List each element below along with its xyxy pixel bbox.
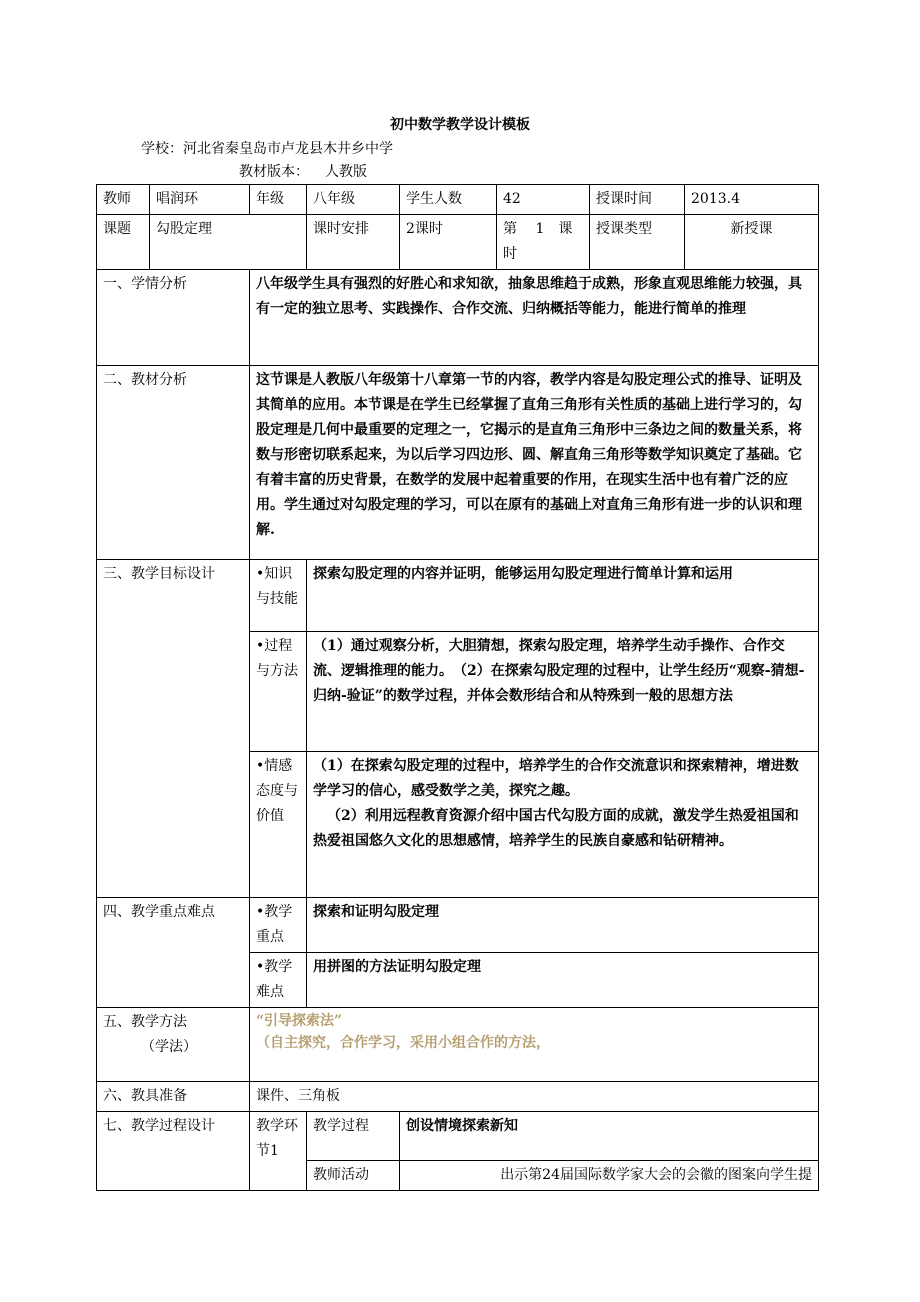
- objective-process-label: •过程与方法: [250, 632, 307, 752]
- step-label: 教学环节1: [250, 1112, 307, 1191]
- type-label: 授课类型: [590, 215, 685, 270]
- hours-label: 课时安排: [307, 215, 400, 270]
- topic-value: 勾股定理: [150, 215, 307, 270]
- section-2: [97, 366, 819, 560]
- objective-attitude-text-2: （2）利用远程教育资源介绍中国古代勾股方面的成就，激发学生热爱祖国和热爱祖国悠久文化的思想感情，培养学生的民族自豪感和钻研精神。: [313, 808, 799, 849]
- method-line-2: （自主探究，合作学习，采用小组合作的方法，: [256, 1035, 550, 1051]
- info-row-2: [97, 215, 819, 270]
- topic-label: 课题: [97, 215, 150, 270]
- edition-line: [239, 161, 367, 181]
- teacher-label: 教师: [97, 185, 150, 215]
- grade-value: 八年级: [307, 185, 400, 215]
- objective-knowledge-text: 探索勾股定理的内容并证明，能够运用勾股定理进行简单计算和运用: [307, 560, 819, 632]
- lesson-number: 第 1 课时: [497, 215, 590, 270]
- objective-knowledge-label: •知识与技能: [250, 560, 307, 632]
- students-label: 学生人数: [400, 185, 497, 215]
- time-label: 授课时间: [590, 185, 685, 215]
- section-6-text: 课件、三角板: [250, 1082, 819, 1112]
- section-7-row-1: [97, 1112, 819, 1161]
- students-value: 42: [497, 185, 590, 215]
- section-3-row-1: [97, 560, 819, 632]
- difficulty-label: •教学难点: [250, 953, 307, 1008]
- section-2-text: 这节课是人教版八年级第十八章第一节的内容，教学内容是勾股定理公式的推导、证明及其简单的应用。本节课是在学生已经掌握了直角三角形有关性质的基础上进行学习的，勾股定理是几何中最重要的定理之一，它揭示的是直角三角形中三条边之间的数量关系，将数与形密切联系起来，为以后学习四边形、圆、解直角三角形等数学知识奠定了基础。它有着丰富的历史背景，在数学的发展中起着重要的作用，在现实生活中也有着广泛的应用。学生通过对勾股定理的学习，可以在原有的基础上对直角三角形有进一步的认识和理解.: [250, 366, 819, 560]
- section-5: [97, 1008, 819, 1082]
- process-label: 教学过程: [307, 1112, 400, 1161]
- difficulty-text: 用拼图的方法证明勾股定理: [307, 953, 819, 1008]
- section-2-label: 二、教材分析: [97, 366, 250, 560]
- info-row-1: [97, 185, 819, 215]
- lesson-plan-table: [96, 184, 819, 1191]
- objective-process-text: （1）通过观察分析，大胆猜想，探索勾股定理，培养学生动手操作、合作交流、逻辑推理的能力。 （2）在探索勾股定理的过程中，让学生经历“观察-猜想-归纳-验证”的数学过程，并体会数形结合和从特殊到一般的思想方法: [307, 632, 819, 752]
- page-title: 初中数学教学设计模板: [390, 117, 530, 133]
- section-7-label: 七、教学过程设计: [97, 1112, 250, 1191]
- section-5-title: 五、教学方法: [103, 1014, 187, 1030]
- section-4-row-1: [97, 898, 819, 953]
- school-line: 学校：河北省秦皇岛市卢龙县木井乡中学: [141, 141, 393, 157]
- grade-label: 年级: [250, 185, 307, 215]
- section-5-sub: （学法）: [141, 1039, 197, 1055]
- type-value: 新授课: [685, 215, 819, 270]
- method-line-1: “引导探索法”: [256, 1013, 343, 1029]
- activity-value: 出示第24届国际数学家大会的会徽的图案向学生提: [400, 1161, 819, 1191]
- section-1-text: 八年级学生具有强烈的好胜心和求知欲，抽象思维趋于成熟，形象直观思维能力较强，具有一定的独立思考、实践操作、合作交流、归纳概括等能力，能进行简单的推理: [250, 270, 819, 366]
- section-4-label: 四、教学重点难点: [97, 898, 250, 1008]
- section-6: [97, 1082, 819, 1112]
- process-value: 创设情境探索新知: [400, 1112, 819, 1161]
- objective-attitude-text: [307, 752, 819, 898]
- section-1-label: 一、学情分析: [97, 270, 250, 366]
- section-3-label: 三、教学目标设计: [97, 560, 250, 898]
- section-5-label: [97, 1008, 250, 1082]
- edition-label: 教材版本：: [239, 164, 309, 180]
- time-value: 2013.4: [685, 185, 819, 215]
- hours-value: 2课时: [400, 215, 497, 270]
- activity-label: 教师活动: [307, 1161, 400, 1191]
- section-5-text: [250, 1008, 819, 1082]
- section-1: [97, 270, 819, 366]
- key-point-text: 探索和证明勾股定理: [307, 898, 819, 953]
- key-point-label: •教学重点: [250, 898, 307, 953]
- teacher-value: 唱润环: [150, 185, 250, 215]
- objective-attitude-label: •情感态度与价值: [250, 752, 307, 898]
- objective-attitude-text-1: （1）在探索勾股定理的过程中，培养学生的合作交流意识和探索精神，增进数学学习的信心，感受数学之美，探究之趣。: [313, 758, 799, 799]
- section-6-label: 六、教具准备: [97, 1082, 250, 1112]
- edition-value: 人教版: [325, 164, 367, 180]
